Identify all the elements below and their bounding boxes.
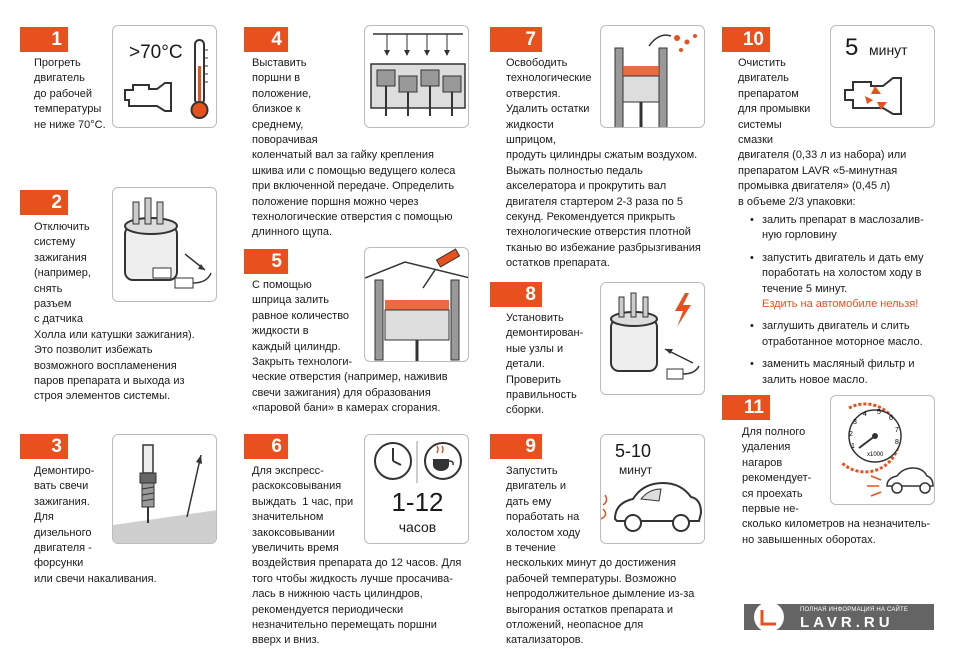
step-3-illustration <box>112 434 217 544</box>
step-9-number: 9 <box>490 434 542 459</box>
step-1-text: Прогреть двигатель до рабочей температуры не ниже 70°С. <box>34 57 106 131</box>
step-8-text: Установить демонтирован- ные узлы и детали. Проверить правильность сборки. <box>506 312 584 417</box>
spark-plug-icon <box>113 435 217 544</box>
minutes-unit: минут <box>619 463 653 477</box>
step-5-text: С помощью шприца залить равное количество жидкости в каждый цилиндр. Закрыть технологи- ческие отверстия (например, наживив свечи зажигания) для образования «паровой бани» в камерах сгорания. <box>252 279 448 415</box>
gauge-3: 3 <box>853 419 857 426</box>
gauge-6: 6 <box>889 415 893 422</box>
five-minutes-unit: минут <box>869 42 908 58</box>
step-4-illustration <box>364 25 469 128</box>
temperature-label: >70°C <box>129 42 183 63</box>
car-icon <box>601 435 705 544</box>
step-4-text: Выставить поршни в положение, близкое к среднему, поворачивая коленчатый вал за гайку крепления шкива или с помощью ведущего колеса при включенной передаче. Определить положение поршня можно через технологические отверстия с помощью длинного щупа. <box>252 57 456 239</box>
step-8-illustration <box>600 282 705 395</box>
step-5-illustration <box>364 247 469 362</box>
syringe-cylinder-icon <box>365 248 469 362</box>
engine-recycle-icon <box>831 26 935 128</box>
minutes-value: 5-10 <box>615 441 652 461</box>
hours-value: 1-12 <box>391 487 444 517</box>
step-11-text: Для полного удаления нагаров рекомендует- ся проехать первые не- сколько километров на незначитель- но завышенных оборотах. <box>742 426 931 546</box>
gauge-unit: x1000 <box>867 452 884 458</box>
gauge-4: 4 <box>863 411 867 418</box>
step-6-number: 6 <box>244 434 288 459</box>
hours-unit: часов <box>398 519 437 535</box>
step-1-illustration <box>112 25 217 128</box>
step-11-number: 11 <box>722 395 770 420</box>
step-3-number: 3 <box>20 434 68 459</box>
step-2-text: Отключить систему зажигания (например, снять разъем с датчика Холла или катушки зажигания). Это позволит избежать возможного воспламенения паров препарата и выхода из строя элементов системы. <box>34 221 195 403</box>
step-7-text: Освободить технологические отверстия. Удалить остатки жидкости шприцом, продуть цилиндры сжатым воздухом. Выжать полностью педаль акселератора и прокрутить вал двигателя стартером 2-3 раза по 5 секунд. Рекомендуется прикрыть технологические отверстия плотной тканью во избежание разбрызгивания остатков препарата. <box>506 57 701 270</box>
step-10-number: 10 <box>722 27 770 52</box>
step-2-number: 2 <box>20 190 68 215</box>
step-9-text: Запустить двигатель и дать ему поработать на холостом ходу в течение нескольких минут до достижения рабочей температуры. Возможно непродолжительное дымление из-за выгорания остатков препарата и отложений, неопасное для катализаторов. <box>506 465 695 647</box>
step-10-text: Очистить двигатель препаратом для промывки системы смазки двигателя (0,33 л из набора) или препаратом LAVR «5-минутная промывка двигателя» (0,45 л) в объеме 2/3 упаковки: <box>738 57 907 208</box>
step-3-text: Демонтиро- вать свечи зажигания. Для дизельного двигателя - форсунки или свечи накаливания. <box>34 465 157 585</box>
step-6-text: Для экспресс- раскоксовывания выждать 1 час, при значительном закоксовывании увеличить время воздействия препарата до 12 часов. Для того чтобы жидкость лучше просачива- лась в нижнюю часть цилиндров, рекомендуется периодически незначительно перемещать поршни вверх и вниз. <box>252 465 462 647</box>
step-7-illustration <box>600 25 705 128</box>
pistons-icon <box>365 26 469 128</box>
clock-coffee-icon <box>365 435 469 485</box>
gauge-1: 1 <box>851 443 855 450</box>
lavr-mark-icon <box>746 601 792 633</box>
step-5-number: 5 <box>244 249 288 274</box>
engine-thermometer-icon <box>113 26 217 128</box>
step-4-number: 4 <box>244 27 288 52</box>
bullet-2 <box>748 251 924 313</box>
step-9-illustration <box>600 434 705 544</box>
gauge-7: 7 <box>895 427 899 434</box>
lavr-logo[interactable] <box>744 604 934 630</box>
logo-site[interactable]: LAVR.RU <box>800 614 894 631</box>
bullet-4: • заменить масляный фильтр и залить новое масло. <box>748 357 924 388</box>
driving-warning: Ездить на автомобиле нельзя! <box>762 298 919 311</box>
gauge-5: 5 <box>877 409 881 416</box>
bullet-2-text: запустить двигатель и дать ему поработать на холостом ходу в течение 5 минут. <box>762 251 924 295</box>
step-2-illustration <box>112 187 217 302</box>
step-11-illustration <box>830 395 935 505</box>
step-1-number: 1 <box>20 27 68 52</box>
step-10-illustration <box>830 25 935 128</box>
step-6-illustration <box>364 434 469 544</box>
gauge-8: 8 <box>895 439 899 446</box>
step-10-bullets <box>748 213 924 395</box>
logo-tagline: ПОЛНАЯ ИНФОРМАЦИЯ НА САЙТЕ <box>800 607 909 613</box>
bullet-1: • залить препарат в маслозалив- ную горловину <box>748 213 924 244</box>
step-8-number: 8 <box>490 282 542 307</box>
ignition-coil-icon <box>113 188 217 302</box>
step-7-number: 7 <box>490 27 542 52</box>
gauge-2: 2 <box>849 431 853 438</box>
bullet-3: • заглушить двигатель и слить отработанное моторное масло. <box>748 319 924 350</box>
reassembly-icon <box>601 283 705 395</box>
five-minutes-value: 5 <box>845 34 859 61</box>
tachometer-icon <box>831 396 935 505</box>
cylinder-blowout-icon <box>601 26 705 128</box>
